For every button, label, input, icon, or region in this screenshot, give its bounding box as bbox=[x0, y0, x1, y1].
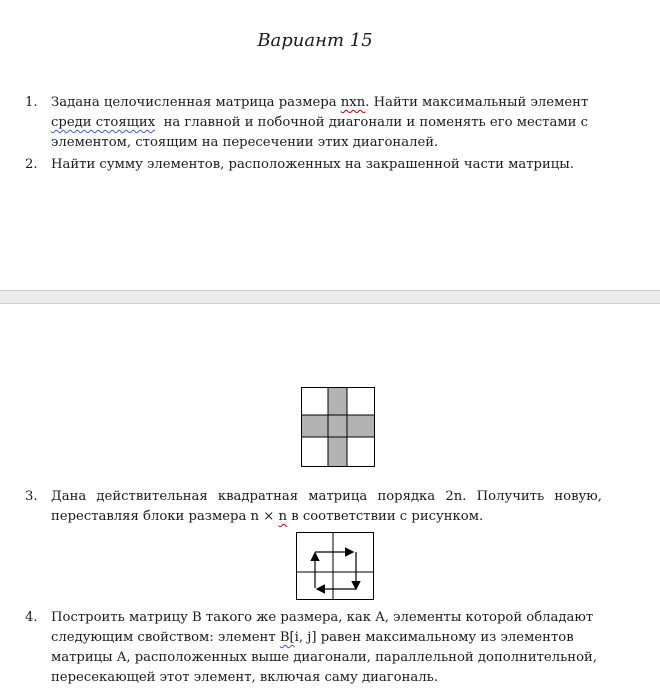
task-line: следующим свойством: элемент B[i, j] равен максимальному из элементов bbox=[51, 630, 574, 645]
task-text: Найти сумму элементов, расположенных на закрашенной части матрицы. bbox=[51, 157, 574, 172]
task-line: Построить матрицу B такого же размера, как A, элементы которой обладают bbox=[51, 610, 594, 625]
task-line: элементом, стоящим на пересечении этих диагоналей. bbox=[51, 135, 439, 150]
task-item-4 bbox=[25, 608, 625, 688]
task-number: 2. bbox=[25, 157, 38, 172]
shaded-cross-figure bbox=[301, 387, 375, 467]
task-line: Дана действительная квадратная матрица порядка 2n. Получить новую, bbox=[51, 489, 602, 504]
task-item-1 bbox=[25, 93, 625, 153]
task-item-3 bbox=[25, 487, 625, 527]
block-permutation-figure bbox=[296, 532, 374, 600]
task-line: среди стоящих на главной и побочной диагонали и поменять его местами с bbox=[51, 115, 588, 130]
task-item-2 bbox=[25, 155, 625, 175]
spellcheck-term: n bbox=[278, 509, 288, 524]
task-number: 1. bbox=[25, 95, 38, 110]
shaded-horizontal-band bbox=[302, 415, 375, 437]
task-number: 4. bbox=[25, 610, 38, 625]
task-line: пересекающей этот элемент, включая саму диагональ. bbox=[51, 670, 438, 685]
page-break bbox=[0, 290, 660, 304]
spellcheck-term: nxn bbox=[340, 95, 366, 110]
task-number: 3. bbox=[25, 489, 38, 504]
task-line: переставляя блоки размера n × n в соответствии с рисунком. bbox=[51, 509, 484, 524]
spellcheck-term: B[ bbox=[279, 630, 295, 645]
spellcheck-term: среди стоящих bbox=[51, 115, 156, 130]
variant-title: Вариант 15 bbox=[257, 30, 373, 51]
task-line: Задана целочисленная матрица размера nxn. Найти максимальный элемент bbox=[51, 95, 589, 110]
task-line: матрицы A, расположенных выше диагонали, параллельной дополнительной, bbox=[51, 650, 597, 665]
